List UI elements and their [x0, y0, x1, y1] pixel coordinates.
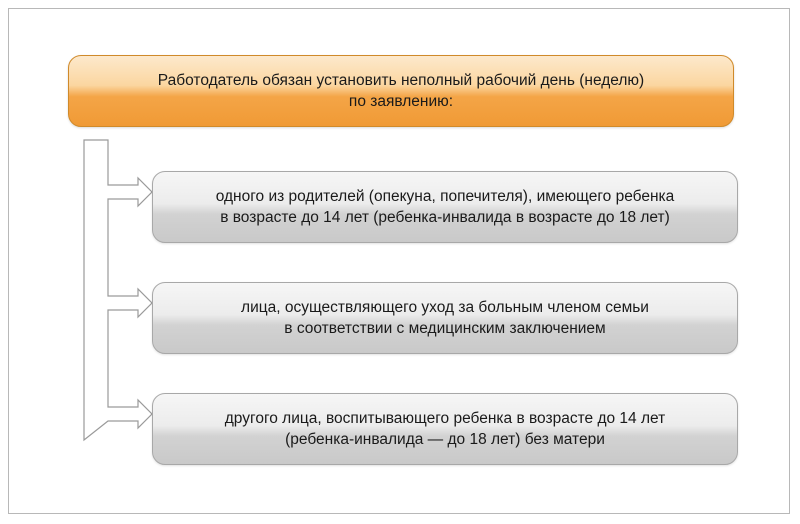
item-box-caregiver: [152, 282, 738, 354]
item-text-line-2: в соответствии с медицинским заключением: [284, 320, 606, 337]
header-text-line-1: Работодатель обязан установить неполный рабочий день (неделю): [157, 72, 645, 89]
item-text-line-1: другого лица, воспитывающего ребенка в возрасте до 14 лет: [224, 410, 666, 427]
item-text-line-1: одного из родителей (опекуна, попечителя), имеющего ребенка: [215, 188, 675, 205]
item-box-other-person: [152, 393, 738, 465]
connector-outline: [84, 140, 152, 440]
header-box: [68, 55, 734, 127]
header-text-line-2: по заявлению:: [348, 93, 454, 110]
item-text-line-1: лица, осуществляющего уход за больным членом семьи: [241, 299, 649, 316]
item-text-line-2: (ребенка-инвалида — до 18 лет) без матери: [285, 431, 605, 448]
item-box-parent: [152, 171, 738, 243]
item-text-line-2: в возрасте до 14 лет (ребенка-инвалида в возрасте до 18 лет): [220, 209, 670, 226]
